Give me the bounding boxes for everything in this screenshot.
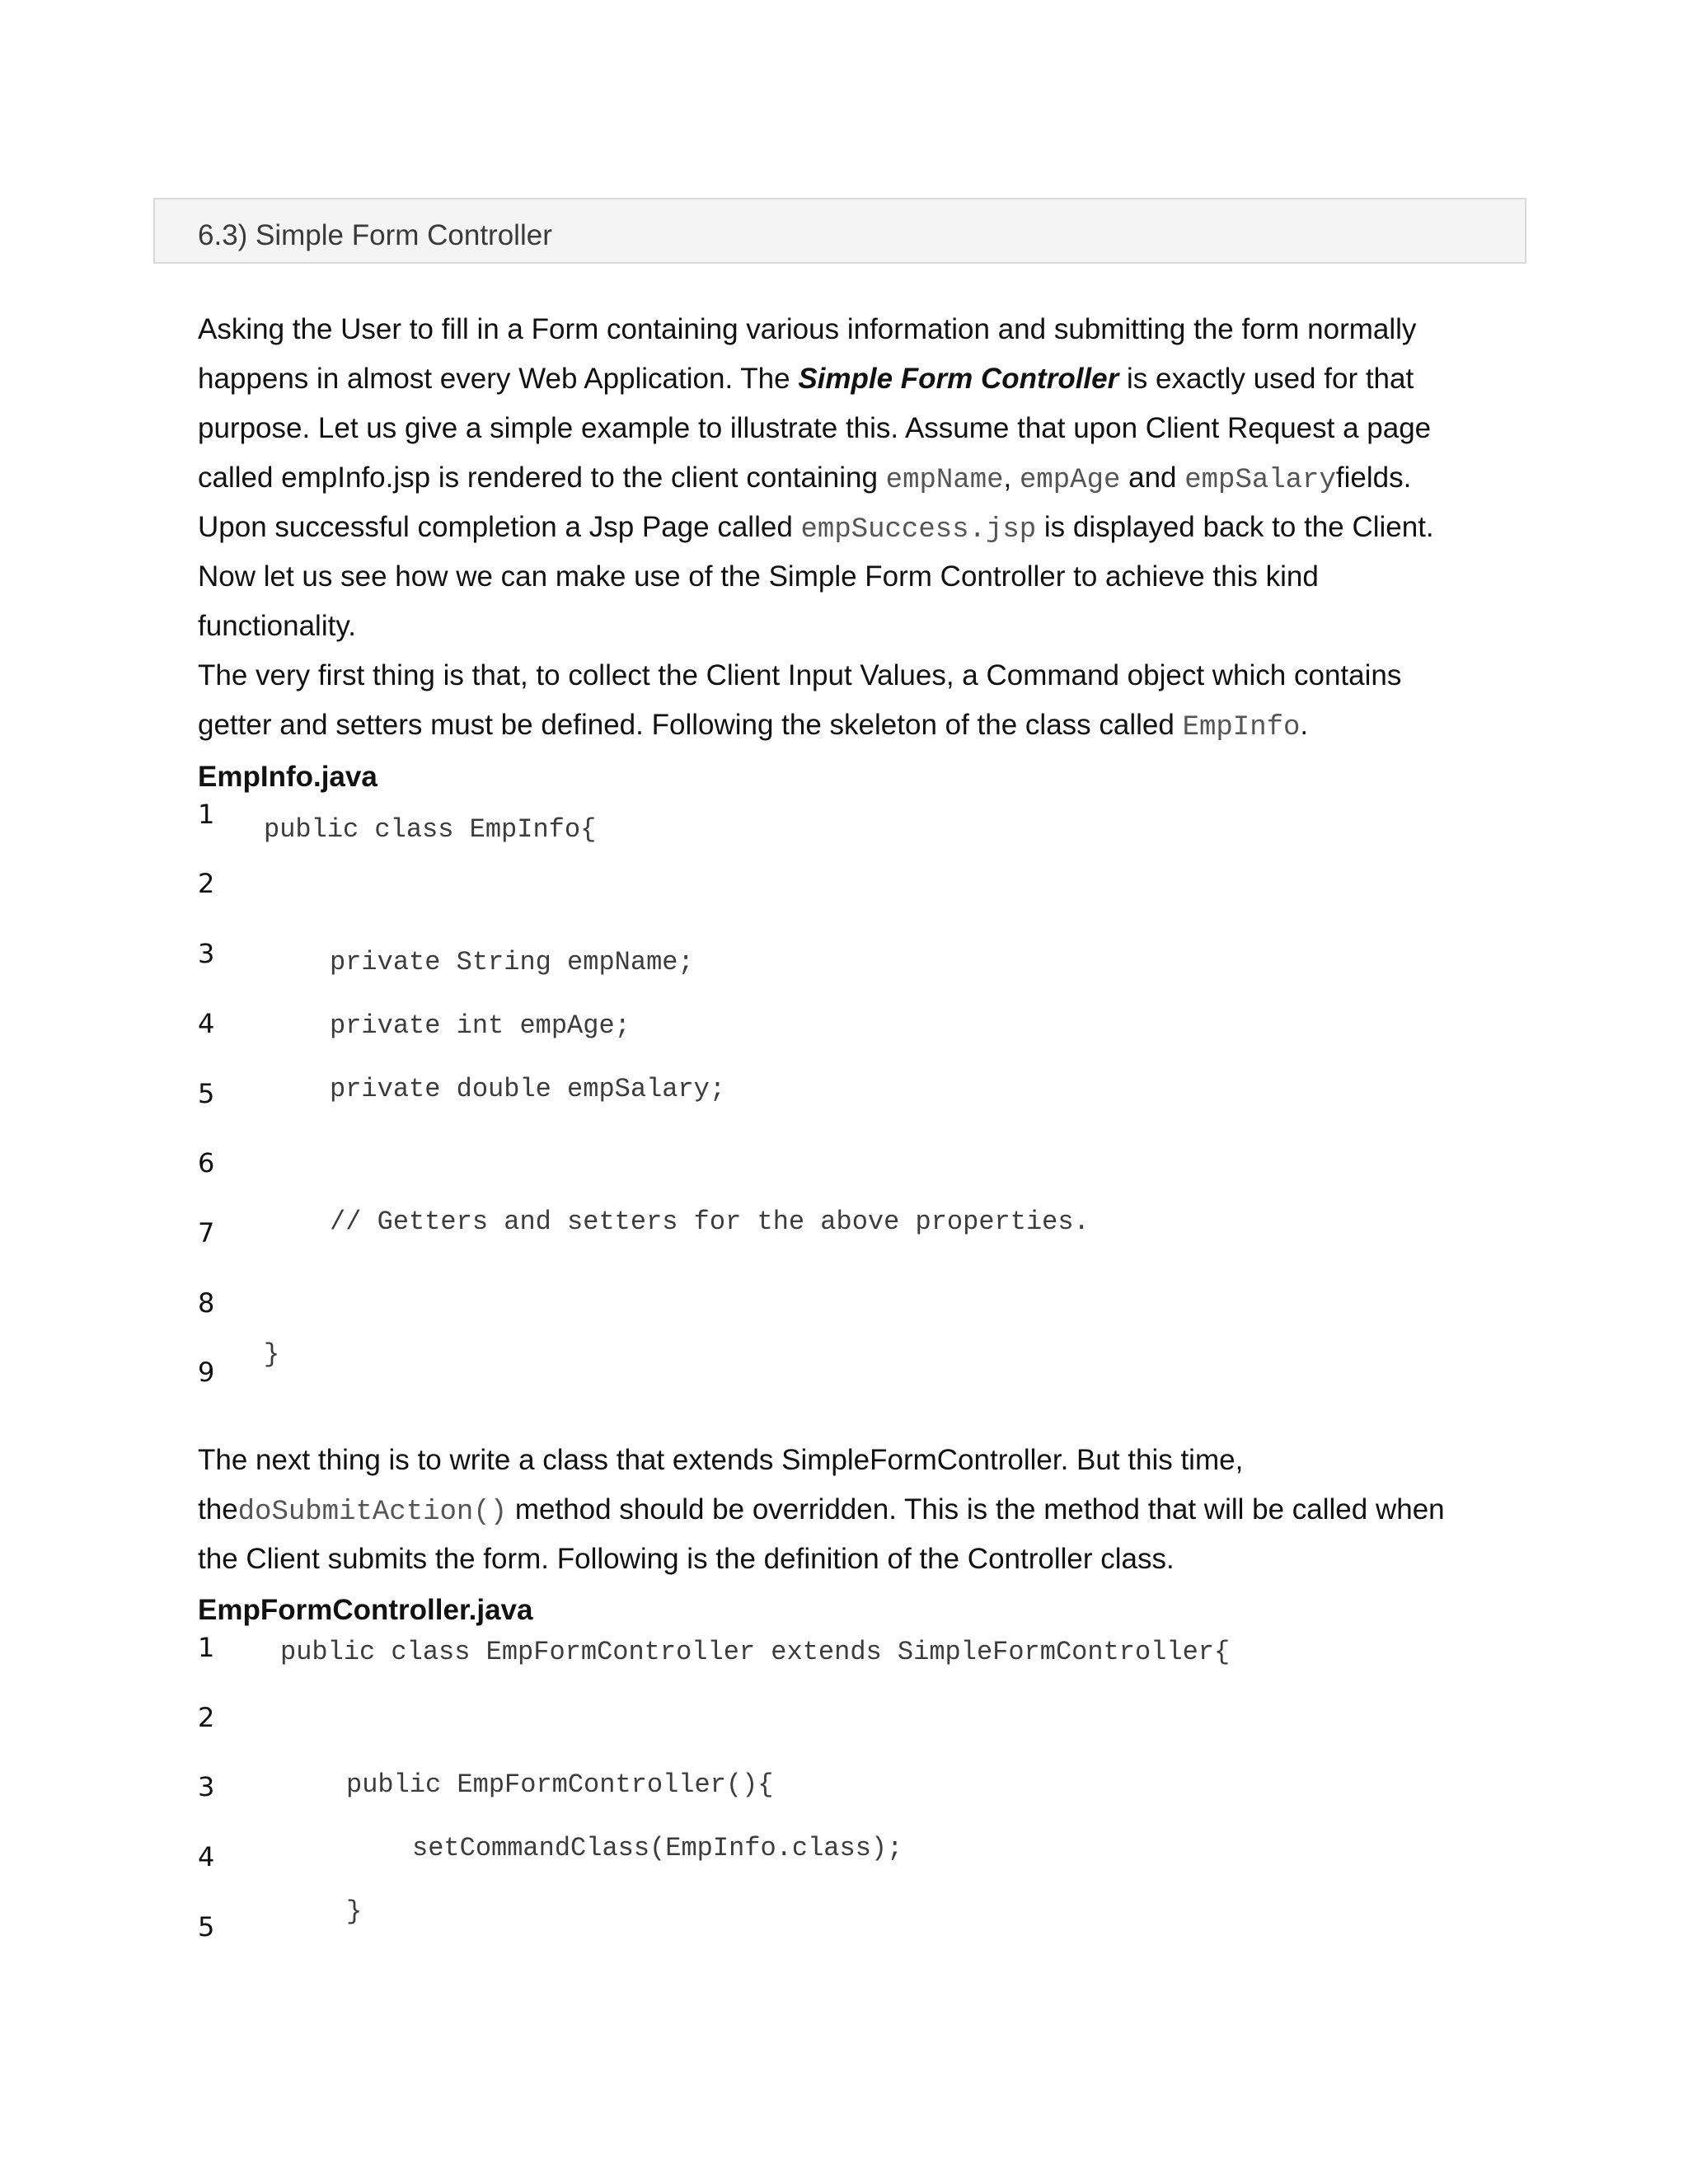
inline-code-empinfo: EmpInfo <box>1182 712 1301 743</box>
inline-code-empsuccess: empSuccess.jsp <box>800 514 1037 546</box>
code-comment: // Getters and setters for the above properties. <box>330 1207 1090 1237</box>
intro-line-8: The very first thing is that, to collect the Client Input Values, a Command object which contains <box>198 659 1402 691</box>
middle-line-2: thedoSubmitAction() method should be overridden. This is the method that will be called when <box>198 1493 1445 1528</box>
intro-line-5: Upon successful completion a Jsp Page called empSuccess.jsp is displayed back to the Client. <box>198 511 1434 546</box>
middle-line-1: The next thing is to write a class that extends SimpleFormController. But this time, <box>198 1444 1244 1476</box>
code-line: private String empName; <box>330 947 694 977</box>
inline-code-empsalary: empSalary <box>1184 465 1336 496</box>
code-line: public class EmpFormController extends SimpleFormController{ <box>280 1637 1231 1667</box>
line-number: 3 <box>198 938 215 969</box>
code-line: public EmpFormController(){ <box>346 1769 774 1800</box>
code-line: private int empAge; <box>330 1010 631 1041</box>
line-number: 8 <box>198 1287 215 1319</box>
controller-filename: EmpFormController.java <box>198 1594 533 1626</box>
intro-line-3: purpose. Let us give a simple example to illustrate this. Assume that upon Client Request a page <box>198 412 1432 444</box>
line-number: 2 <box>198 1702 215 1733</box>
code-line: public class EmpInfo{ <box>264 814 597 845</box>
intro-line-9: getter and setters must be defined. Following the skeleton of the class called EmpInfo. <box>198 709 1309 743</box>
code-line: } <box>264 1339 280 1370</box>
intro-line-7: functionality. <box>198 610 356 642</box>
code-line: } <box>346 1896 363 1927</box>
line-number: 3 <box>198 1771 215 1802</box>
section-title: 6.3) Simple Form Controller <box>198 219 552 251</box>
intro-line-6: Now let us see how we can make use of the Simple Form Controller to achieve this kind <box>198 560 1319 593</box>
code-line: setCommandClass(EmpInfo.class); <box>412 1833 903 1863</box>
line-number: 2 <box>198 868 215 899</box>
line-number: 7 <box>198 1217 215 1249</box>
empinfo-filename: EmpInfo.java <box>198 761 377 793</box>
line-number: 1 <box>198 799 215 830</box>
line-number: 5 <box>198 1911 215 1943</box>
inline-code-empname: empName <box>885 465 1004 496</box>
middle-line-3: the Client submits the form. Following is the definition of the Controller class. <box>198 1543 1175 1575</box>
code-line: private double empSalary; <box>330 1074 726 1104</box>
intro-line-2: happens in almost every Web Application. The Simple Form Controller is exactly used for that <box>198 363 1414 395</box>
section-header <box>153 198 1526 264</box>
intro-line-4: called empInfo.jsp is rendered to the client containing empName, empAge and empSalaryfields. <box>198 462 1412 496</box>
line-number: 4 <box>198 1841 215 1872</box>
line-number: 4 <box>198 1008 215 1039</box>
inline-code-dosubmitaction: doSubmitAction() <box>237 1497 508 1528</box>
line-number: 6 <box>198 1147 215 1179</box>
line-number: 9 <box>198 1357 215 1388</box>
intro-line-1: Asking the User to fill in a Form containing various information and submitting the form normally <box>198 313 1417 345</box>
line-number: 5 <box>198 1078 215 1109</box>
line-number: 1 <box>198 1632 215 1663</box>
simple-form-controller-emphasis: Simple Form Controller <box>798 363 1119 395</box>
inline-code-empage: empAge <box>1019 465 1121 496</box>
